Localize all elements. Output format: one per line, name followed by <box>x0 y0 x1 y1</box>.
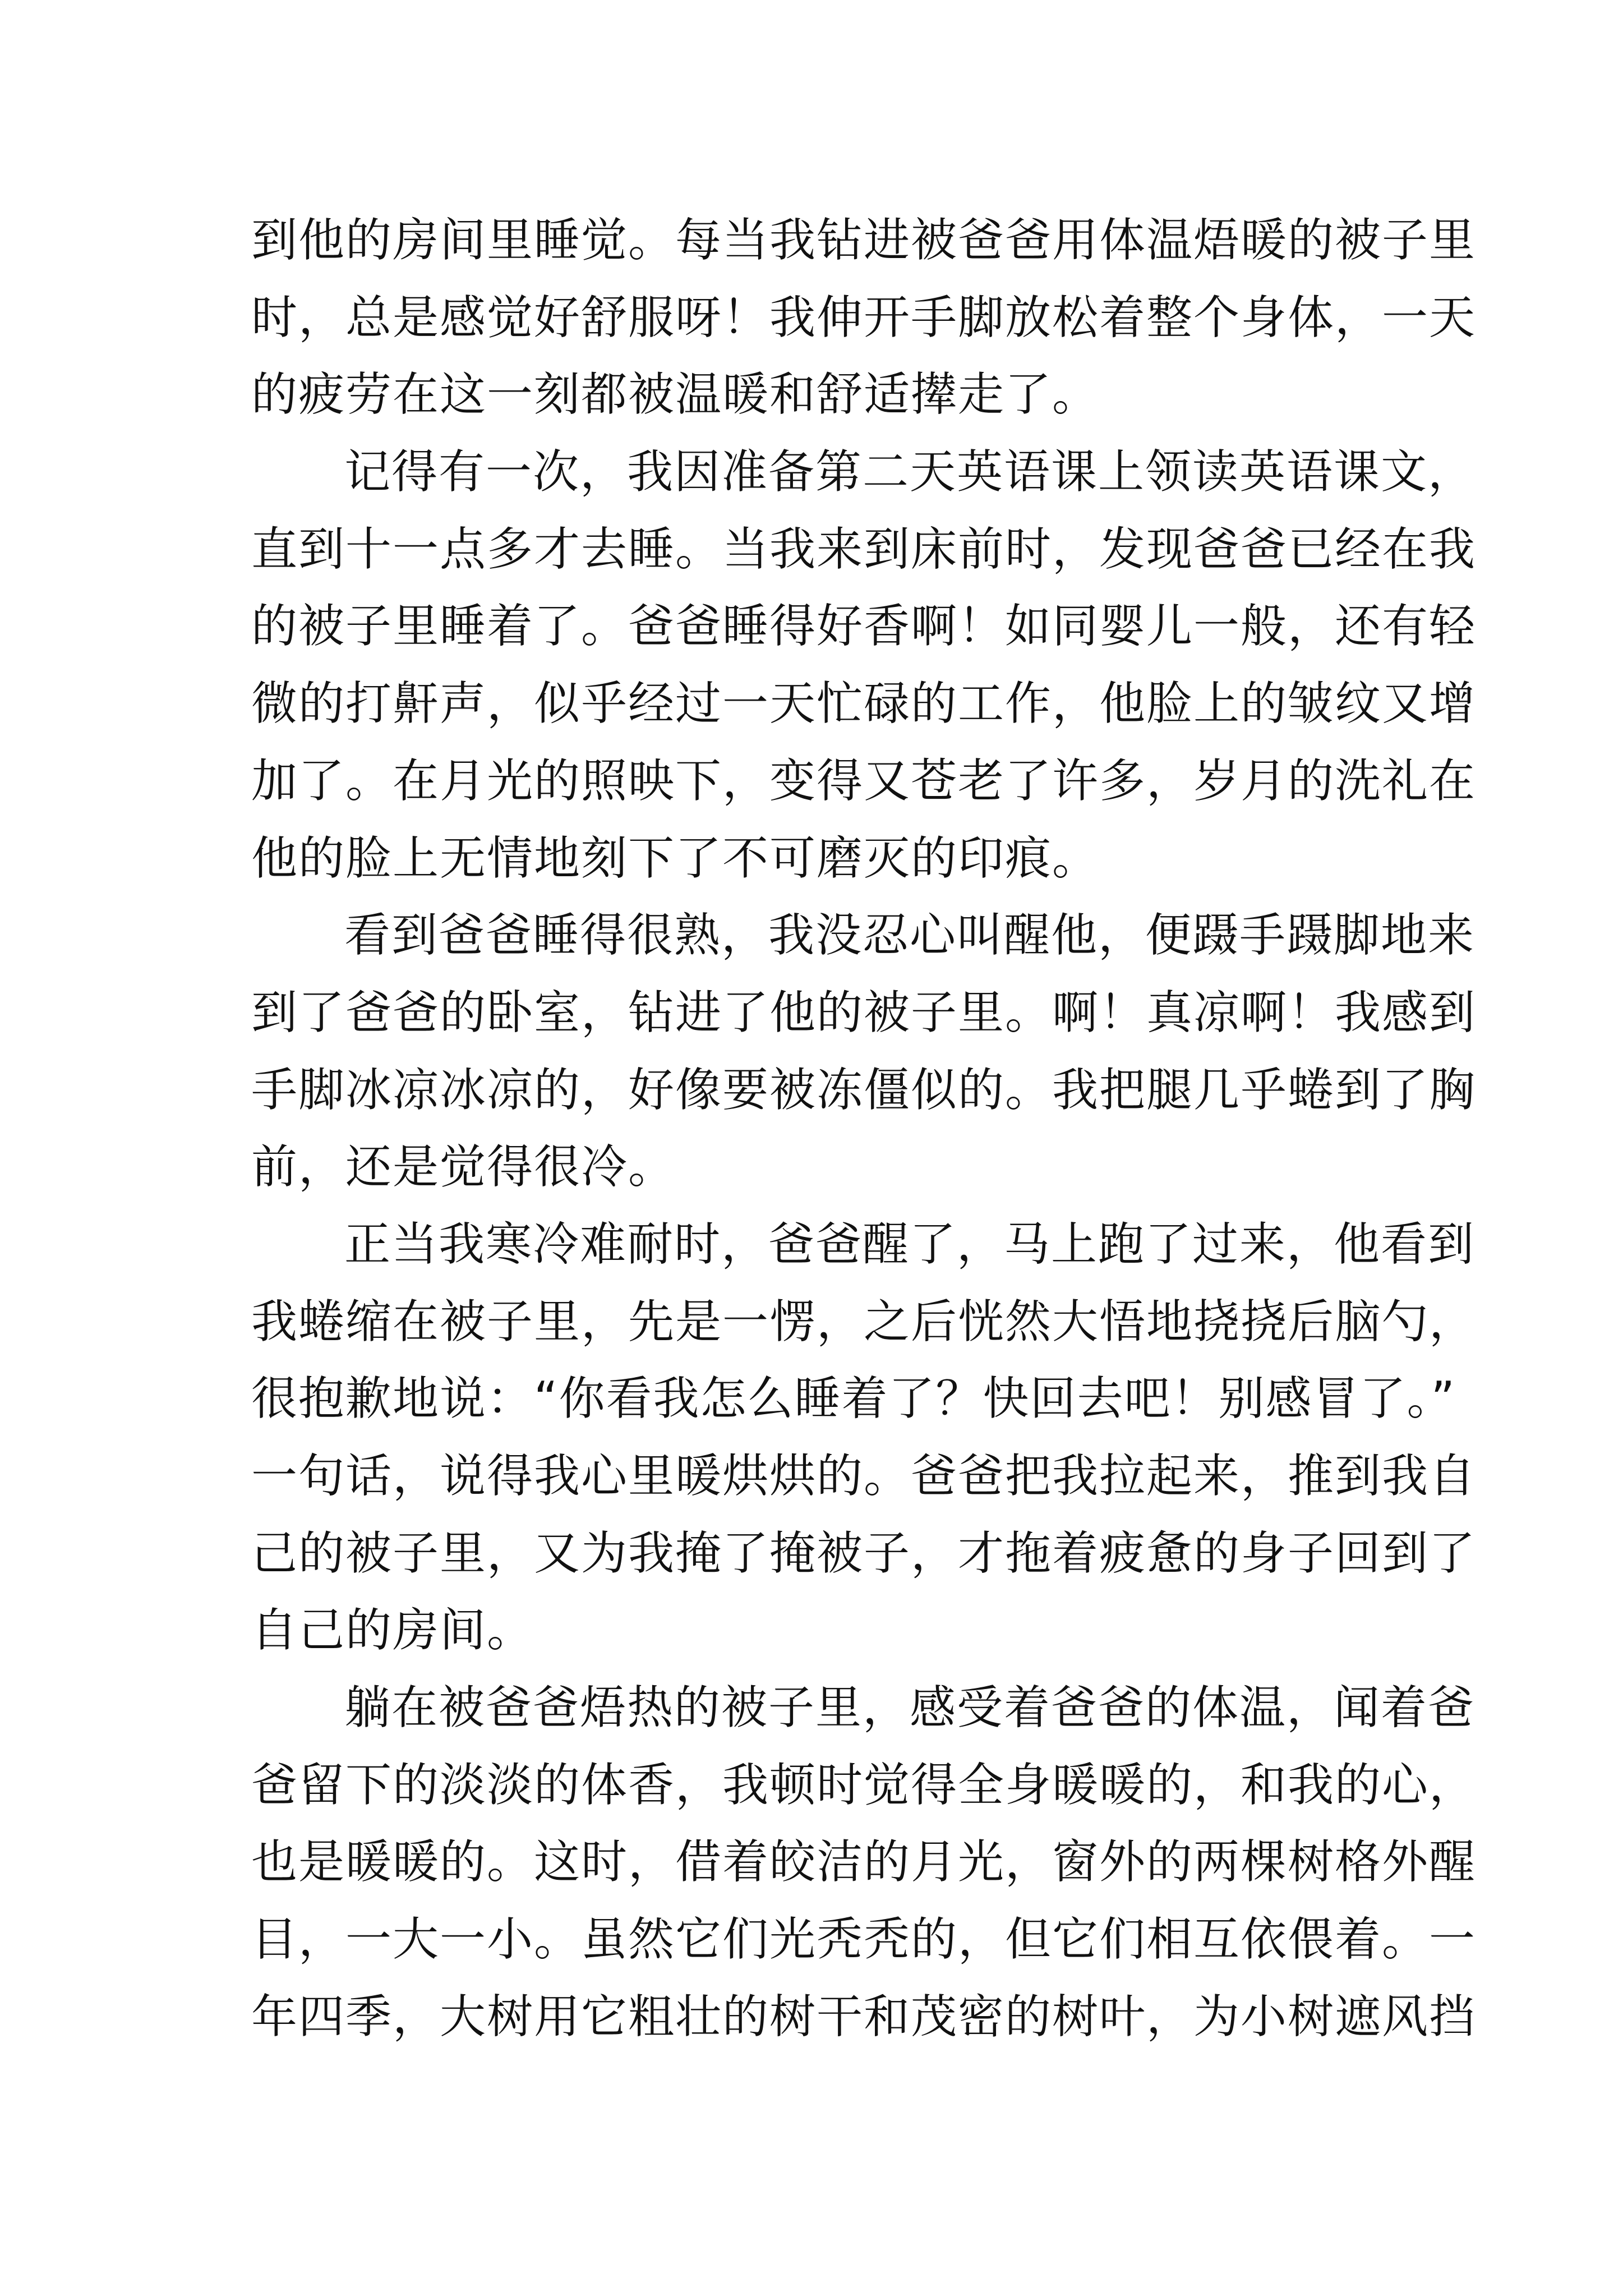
text-line: 自己的房间。 <box>251 1604 534 1658</box>
text-line: 看到爸爸睡得很熟，我没忍心叫醒他，便蹑手蹑脚地来 <box>344 909 1476 963</box>
article-body <box>251 202 1477 2056</box>
text-line: 爸留下的淡淡的体香，我顿时觉得全身暖暖的，和我的心， <box>251 1758 1477 1812</box>
text-line: 到他的房间里睡觉。每当我钻进被爸爸用体温焐暖的被子里 <box>251 214 1477 267</box>
text-line: 年四季，大树用它粗壮的树干和茂密的树叶，为小树遮风挡 <box>251 1990 1477 2044</box>
text-line: 的被子里睡着了。爸爸睡得好香啊！如同婴儿一般，还有轻 <box>251 600 1477 654</box>
paragraph <box>251 897 1477 1206</box>
paragraph <box>251 434 1477 897</box>
text-line: 很抱歉地说：“你看我怎么睡着了？快回去吧！别感冒了。” <box>251 1372 1456 1426</box>
text-line: 他的脸上无情地刻下了不可磨灭的印痕。 <box>251 831 1100 885</box>
paragraph <box>251 202 1477 434</box>
text-line: 的疲劳在这一刻都被温暖和舒适撵走了。 <box>251 368 1100 422</box>
text-line: 加了。在月光的照映下，变得又苍老了许多，岁月的洗礼在 <box>251 754 1477 808</box>
text-line: 前，还是觉得很冷。 <box>251 1140 676 1194</box>
text-line: 正当我寒冷难耐时，爸爸醒了，马上跑了过来，他看到 <box>344 1217 1476 1271</box>
text-line: 记得有一次，我因准备第二天英语课上领读英语课文， <box>344 445 1476 499</box>
text-line: 时，总是感觉好舒服呀！我伸开手脚放松着整个身体，一天 <box>251 291 1477 344</box>
text-line: 到了爸爸的卧室，钻进了他的被子里。啊！真凉啊！我感到 <box>251 986 1477 1039</box>
text-line: 一句话，说得我心里暖烘烘的。爸爸把我拉起来，推到我自 <box>251 1450 1477 1503</box>
text-line: 我蜷缩在被子里，先是一愣，之后恍然大悟地挠挠后脑勺， <box>251 1295 1477 1349</box>
text-line: 躺在被爸爸焐热的被子里，感受着爸爸的体温，闻着爸 <box>344 1681 1476 1735</box>
paragraph <box>251 1669 1477 2055</box>
text-line: 直到十一点多才去睡。当我来到床前时，发现爸爸已经在我 <box>251 522 1477 576</box>
text-line: 手脚冰凉冰凉的，好像要被冻僵似的。我把腿几乎蜷到了胸 <box>251 1063 1477 1117</box>
text-line: 微的打鼾声，似乎经过一天忙碌的工作，他脸上的皱纹又增 <box>251 677 1477 731</box>
text-line: 己的被子里，又为我掩了掩被子，才拖着疲惫的身子回到了 <box>251 1526 1477 1580</box>
text-line: 目，一大一小。虽然它们光秃秃的，但它们相互依偎着。一 <box>251 1913 1477 1967</box>
paragraph <box>251 1206 1477 1669</box>
text-line: 也是暖暖的。这时，借着皎洁的月光，窗外的两棵树格外醒 <box>251 1835 1477 1889</box>
